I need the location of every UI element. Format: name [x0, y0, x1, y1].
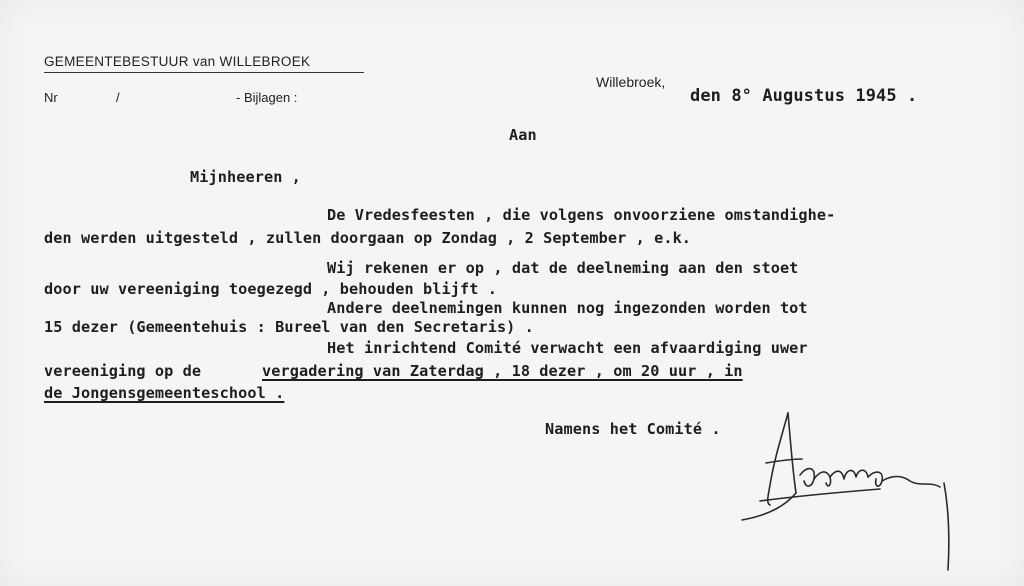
place: Willebroek, — [596, 74, 666, 90]
letterhead-underline — [44, 72, 364, 73]
salutation: Mijnheeren , — [190, 168, 301, 186]
nr-label: Nr — [44, 90, 58, 105]
bijlagen-label: - Bijlagen : — [236, 90, 298, 105]
letter-date: den 8° Augustus 1945 . — [690, 86, 918, 106]
body-line: Andere deelnemingen kunnen nog ingezonden worden tot — [327, 299, 808, 317]
recipient-line: Aan — [509, 126, 537, 144]
body-line: De Vredesfeesten , die volgens onvoorziene omstandighe- — [327, 206, 836, 224]
handwritten-signature — [730, 405, 960, 575]
body-line: door uw vereeniging toegezegd , behouden blijft . — [44, 280, 497, 298]
body-line: vereeniging op de — [44, 362, 202, 380]
nr-separator: / — [116, 90, 120, 105]
body-line: Het inrichtend Comité verwacht een afvaardiging uwer — [327, 339, 808, 357]
body-line: den werden uitgesteld , zullen doorgaan op Zondag , 2 September , e.k. — [44, 229, 692, 247]
closing-line: Namens het Comité . — [545, 420, 721, 438]
body-line-underlined: vergadering van Zaterdag , 18 dezer , om 20 uur , in — [262, 362, 743, 380]
body-line: Wij rekenen er op , dat de deelneming aan den stoet — [327, 259, 799, 277]
letterhead-title: GEMEENTEBESTUUR van WILLEBROEK — [44, 54, 311, 69]
body-line: 15 dezer (Gemeentehuis : Bureel van den Secretaris) . — [44, 318, 534, 336]
body-line-underlined: de Jongensgemeenteschool . — [44, 384, 285, 402]
